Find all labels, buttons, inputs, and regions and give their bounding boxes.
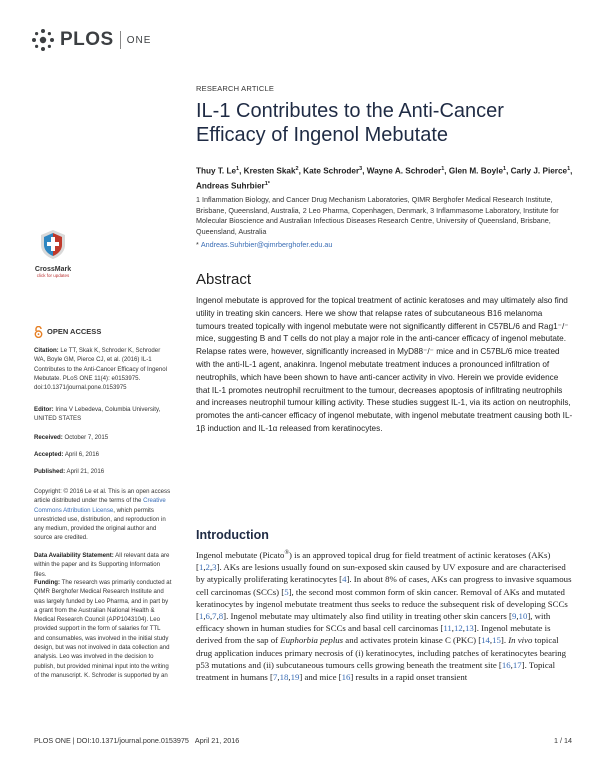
reference-link[interactable]: 18 xyxy=(279,671,289,682)
reference-link[interactable]: 1 xyxy=(198,562,204,573)
intro-text-run: , xyxy=(277,671,280,682)
intro-text-run: and activates protein kinase C (PKC) [ xyxy=(343,635,482,646)
intro-text-run: , xyxy=(510,659,513,670)
intro-text-run: ]. Topical treatment in humans [ xyxy=(196,659,556,682)
reference-link[interactable]: 19 xyxy=(290,671,300,682)
affiliation-number: 1 xyxy=(196,195,202,204)
crossmark-icon xyxy=(38,228,68,260)
open-lock-icon xyxy=(34,326,43,338)
email-link[interactable]: Andreas.Suhrbier@qimrberghofer.edu.au xyxy=(200,240,333,249)
intro-text-run: , xyxy=(516,610,519,621)
crossmark-label: CrossMark xyxy=(34,266,72,273)
intro-text-run: ], with efficacy shown in human studies for SCCs and basal cell carcinomas [ xyxy=(196,610,551,634)
received-block xyxy=(34,433,172,442)
reference-link[interactable]: 3 xyxy=(212,562,217,573)
affiliation-number: 3 xyxy=(430,205,437,215)
italic-term: In vivo xyxy=(508,635,533,646)
abstract-text: Ingenol mebutate is approved for the topical treatment of actinic keratoses and may ultimately also find utility in treating skin cancers. Here we show that relapse rates of subcutaneous B16 melanoma tumours treated topically with ingenol mebutate were not significantly different in C57BL/6 and Rag1⁻/⁻ mice, suggesting B and T cells do not play a major role in the anti-cancer efficacy of ingenol mebutate. Relapse rates were, however, significantly increased in MyD88⁻/⁻ mice and in C57BL/6 mice treated with the anti-IL-1 agent, anakinra. Ingenol mebutate treatment induces a pronounced infiltration of neutrophils, which have been shown to have anti-cancer activity in vivo. Herein we provide evidence that IL-1 promotes neutrophil recruitment to the tumour, decreases apoptosis of infiltrating neutrophils and increases neutrophil tumour killing activity. These studies suggest IL-1, via its action on neutrophils, promotes the anti-cancer efficacy of ingenol mebutate, with ingenol mebutate treatment causing both IL-1β induction and IL-1α released from keratinocytes. xyxy=(196,296,573,433)
brand-name: PLOS xyxy=(60,29,114,50)
intro-text-run: , xyxy=(216,610,219,621)
crossmark-badge[interactable] xyxy=(34,228,72,278)
intro-text-run: topical drug application induces primary necrosis of (i) keratinocytes, including patches of keratinocytes bearing p53 mutations and (ii) subcutaneous tumours cells growing beneath the treatment site [ xyxy=(196,635,567,670)
reference-link[interactable]: 13 xyxy=(465,623,474,634)
trademark-symbol: ® xyxy=(284,550,289,556)
reference-link[interactable]: 9 xyxy=(511,610,517,621)
intro-text-run: ]. xyxy=(500,635,509,646)
editor-text: Irina V Lebedeva, Columbia University, UNITED STATES xyxy=(34,406,161,423)
editor-label: Editor: xyxy=(34,406,54,413)
intro-text-run: ]. In about 8% of cases, AKs can progress to invasive squamous cell carcinomas (SCCs) [ xyxy=(196,574,572,597)
reference-link[interactable]: 16 xyxy=(341,671,351,682)
introduction-heading: Introduction xyxy=(196,528,269,542)
intro-text-run: ]. Ingenol mebutate may ultimately also find utility in treating other skin cancers [ xyxy=(223,610,512,621)
author-affiliation-marker: 3 xyxy=(359,166,363,172)
license-link[interactable]: Creative Commons Attribution License xyxy=(34,497,166,514)
page-footer xyxy=(34,736,572,745)
funding-text: The research was primarily conducted at QIMR Berghofer Medical Research Institute and was largely funded by Leo Pharma, and in part by a grant from the Australian National Health & Medical Research Council (APP1043104). Leo provided support in the form of salaries for TTL and consumables, was involved in the initial study design, but was not involved in data collection and analysis. Leo was involved in the decision to publish, but provided minimal input into the writing of the manuscript. K. Schroder is supported by an xyxy=(34,579,172,679)
author-affiliation-marker: 1* xyxy=(264,180,270,187)
citation-label: Citation: xyxy=(34,347,59,354)
plos-one-logo[interactable] xyxy=(30,27,151,53)
received-label: Received: xyxy=(34,434,63,441)
plos-logo-icon xyxy=(30,27,56,53)
article-type: RESEARCH ARTICLE xyxy=(196,84,275,93)
reference-link[interactable]: 5 xyxy=(284,586,289,597)
author-affiliation-marker: 1 xyxy=(236,166,240,172)
open-access-label: OPEN ACCESS xyxy=(47,327,102,337)
author-name: Andreas Suhrbier xyxy=(196,181,265,191)
journal-name: ONE xyxy=(126,34,152,46)
intro-text-run: ], the second most common form of skin cancer. Removal of AKs and mutated keratinocytes by ingenol mebutate treatment thus seeks to reduce the subsequent risk of developing SCCs [ xyxy=(196,586,568,621)
intro-text-run: , xyxy=(462,623,465,634)
page-number: 1 / 14 xyxy=(554,736,572,745)
reference-link[interactable]: 10 xyxy=(518,610,528,621)
abstract-heading: Abstract xyxy=(196,271,252,288)
accepted-label: Accepted: xyxy=(34,451,64,458)
reference-link[interactable]: 4 xyxy=(342,574,347,585)
reference-link[interactable]: 11 xyxy=(443,623,452,634)
received-date: October 7, 2015 xyxy=(64,434,109,441)
copyright-block xyxy=(34,487,172,543)
logo-divider xyxy=(120,31,121,49)
published-label: Published: xyxy=(34,468,66,475)
copyright-text-end: , which permits unrestricted use, distribution, and reproduction in any medium, provided the original author and source are credited. xyxy=(34,506,166,542)
intro-text-run: , xyxy=(451,623,454,634)
footer-date: April 21, 2016 xyxy=(194,736,240,745)
open-access-badge xyxy=(34,326,172,338)
reference-link[interactable]: 14 xyxy=(481,635,490,646)
accepted-date: April 6, 2016 xyxy=(64,451,100,458)
intro-text-run: , xyxy=(203,610,206,621)
intro-text-run: , xyxy=(203,562,206,573)
reference-link[interactable]: 6 xyxy=(205,610,210,621)
author-name: Wayne A. Schroder xyxy=(366,166,442,176)
copyright-text: Copyright: © 2016 Le et al. This is an open access article distributed under the terms of the xyxy=(34,488,171,505)
author-affiliation-marker: 1 xyxy=(503,166,507,172)
data-availability-text: All relevant data are within the paper and its Supporting Information files. xyxy=(34,552,170,578)
intro-text-run: , xyxy=(489,635,493,646)
reference-link[interactable]: 1 xyxy=(198,610,204,621)
intro-text-run: ]. AKs are lesions usually found on sun-exposed skin caused by UV exposure and are characterised by atypically proliferating keratinocytes [ xyxy=(196,562,566,585)
author-affiliation-marker: 2 xyxy=(295,166,299,172)
citation-block xyxy=(34,346,172,392)
crossmark-sublabel: click for updates xyxy=(36,273,70,278)
author-affiliation-marker: 1 xyxy=(441,166,445,172)
intro-text-run: ] and mice [ xyxy=(299,671,342,682)
reference-link[interactable]: 8 xyxy=(218,610,224,621)
reference-link[interactable]: 7 xyxy=(272,671,278,682)
affiliations xyxy=(196,195,574,237)
citation-text: Le TT, Skak K, Schroder K, Schroder WA, Boyle GM, Pierce CJ, et al. (2016) IL-1 Contributes to the Anti-Cancer Efficacy of Ingenol Mebutate. PLoS ONE 11(4): e0153975. doi:10.1371/journal.pone.0153975 xyxy=(34,347,168,392)
author-name: Carly J. Pierce xyxy=(510,166,568,176)
affiliation-number: 2 xyxy=(302,205,309,215)
affiliation-text: Inflammation Biology, and Cancer Drug Mechanism Laboratories, QIMR Berghofer Medical Research Institute, Brisbane, Queensland, Australia, xyxy=(196,195,553,215)
editor-block xyxy=(34,405,172,424)
reference-link[interactable]: 17 xyxy=(512,659,522,670)
asterisk-marker: * xyxy=(196,240,199,249)
funding-block xyxy=(34,578,172,680)
published-date: April 21, 2016 xyxy=(66,468,105,475)
intro-text-run: ]. Ingenol mebutate is derived from the sap of xyxy=(196,623,551,646)
author-name: Thuy T. Le xyxy=(196,166,237,176)
published-block xyxy=(34,467,172,476)
intro-text-run: Ingenol mebutate (Picato xyxy=(196,549,285,560)
article-title: IL-1 Contributes to the Anti-Cancer Efficacy of Ingenol Mebutate xyxy=(196,100,504,146)
reference-link[interactable]: 15 xyxy=(492,635,501,646)
footer-doi: PLOS ONE | DOI:10.1371/journal.pone.0153975 xyxy=(34,736,189,745)
footer-left xyxy=(34,736,239,745)
author-list: Thuy T. Le$^1$, Kresten Skak$^2$, Kate Schroder$^3$, Wayne A. Schroder$^1$, Glen M. Boyle$^1$, Carly J. Pierce$^1$, Andreas Suhrbier$^{1*}$ xyxy=(196,166,573,191)
reference-link[interactable]: 16 xyxy=(501,659,511,670)
reference-link[interactable]: 12 xyxy=(454,623,463,634)
intro-text-run: , xyxy=(209,610,213,621)
author-affiliation-marker: 1 xyxy=(567,166,571,172)
corresponding-email[interactable] xyxy=(196,240,574,249)
author-name: Kate Schroder xyxy=(303,166,360,176)
reference-link[interactable]: 7 xyxy=(212,610,217,621)
author-name: Kresten Skak xyxy=(243,166,296,176)
introduction-text xyxy=(196,547,574,683)
data-availability-block xyxy=(34,551,172,579)
data-availability-label: Data Availability Statement: xyxy=(34,552,114,559)
funding-label: Funding: xyxy=(34,579,61,586)
author-name: Glen M. Boyle xyxy=(448,166,503,176)
affiliation-text: Inflammasome Laboratory, Institute for Molecular Bioscience and Australian Infectious Diseases Research Centre, University of Queensland, Brisbane, Queensland, Australia xyxy=(196,205,559,236)
intro-text-run: , xyxy=(209,562,213,573)
intro-text-run: ] results in a rapid onset transient xyxy=(350,671,468,682)
reference-link[interactable]: 2 xyxy=(205,562,210,573)
italic-term: Euphorbia peplus xyxy=(280,635,344,646)
accepted-block xyxy=(34,450,172,459)
affiliation-text: Leo Pharma, Copenhagen, Denmark, xyxy=(308,205,431,215)
intro-text-run: , xyxy=(288,671,291,682)
intro-text-run: ) is an approved topical drug for field treatment of actinic keratoses (AKs) [ xyxy=(196,549,551,573)
